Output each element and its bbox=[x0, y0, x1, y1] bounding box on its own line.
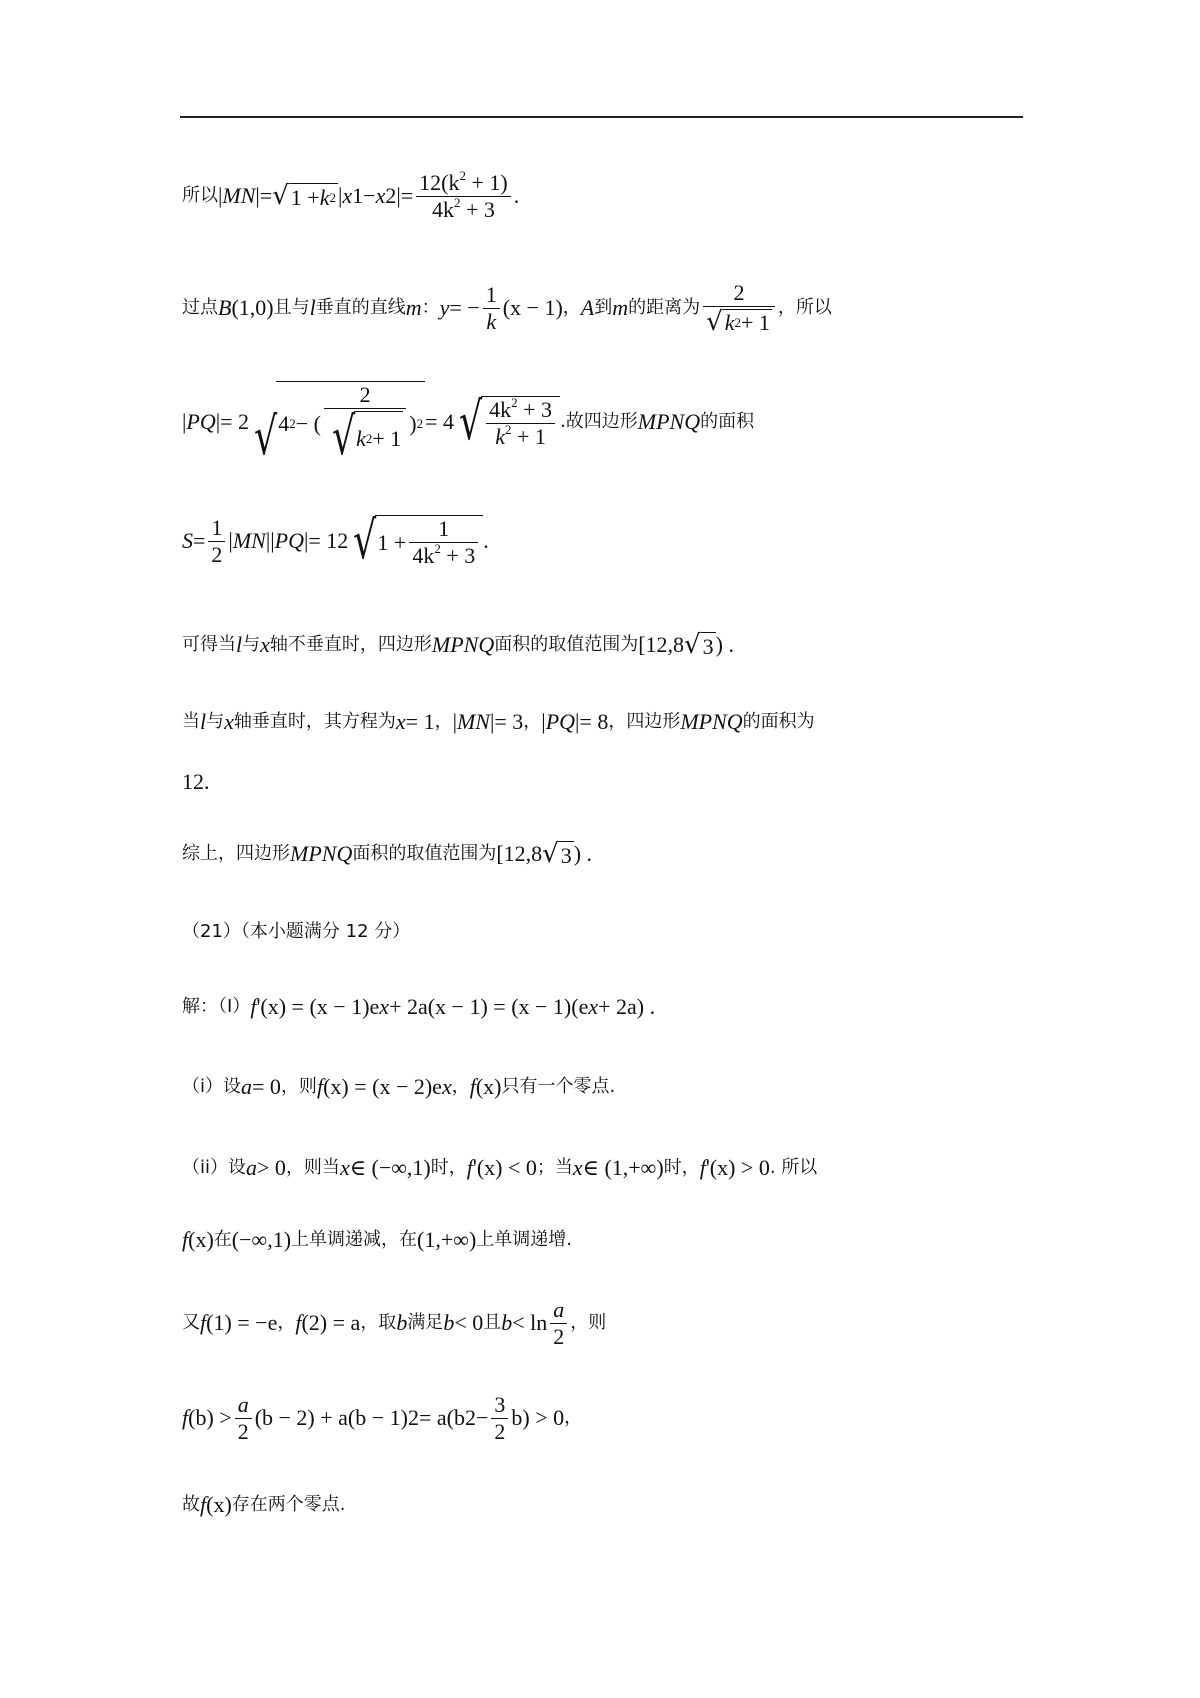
line-vertical-case: 当 l 与 x 轴垂直时，其方程为 x = 1 ， | MN |= 3 ， | PQ |= 8 ，四边形 MPNQ 的面积为 bbox=[182, 709, 815, 734]
line-choose-b: 又 f (1) = −e ， f (2) = a ，取 b 满足 b < 0 且 b < ln $\frac{a}{2}$ ，则 bbox=[182, 1296, 607, 1349]
sqrt-expression: √ $\frac{4k^2 + 3}{k^2 + 1}$ bbox=[454, 396, 560, 448]
line-range-1: 可得当 l 与 x 轴不垂直时，四边形 MPNQ 面积的取值范围为 [12,8 √ 3 ) . bbox=[182, 630, 734, 660]
problem-heading-21: （21）（本小题满分 12 分） bbox=[182, 921, 411, 942]
line-fb-inequality: f (b) > $\frac{a}{2}$ (b − 2) + a(b − 1) 2 = a(b 2 − $\frac{3}{2}$ b) > 0 ， bbox=[182, 1391, 583, 1444]
sqrt-expression: √ 1 + $\frac{1}{4k^2 + 3}$ bbox=[348, 515, 483, 567]
fraction: $\frac{12(k^2 + 1)}{4k^2 + 3}$ bbox=[416, 172, 511, 221]
line-monotonicity: f (x) 在 (−∞,1) 上单调递减，在 (1,+∞) 上单调递增. bbox=[182, 1227, 573, 1252]
line-two-zeros: 故 f (x) 存在两个零点. bbox=[182, 1492, 346, 1517]
line-value-12: 12. bbox=[182, 769, 210, 794]
header-rule bbox=[180, 116, 1023, 118]
sqrt-expression: √ 4 2 − ( 2 √ k 2 + 1 ) 2 bbox=[254, 382, 424, 467]
line-range-conclusion: 综上，四边形 MPNQ 面积的取值范围为 [12,8 √ 3 ) . bbox=[182, 839, 593, 869]
line-case-i: （i）设 a = 0 ，则 f (x) = (x − 2)e x ， f (x) 只有一个零点. bbox=[182, 1074, 616, 1099]
line-perpendicular: 过点 B (1,0) 且与 l 垂直的直线 m ： y = − $\frac{1}{k}$ (x − 1) ， A 到 m 的距离为 2 √ k 2 + 1 ，所以 bbox=[182, 279, 832, 337]
line-mn-length: 所以 | MN |= √ 1 + k 2 | x 1 − x 2 |= $\frac{12(k^2 + 1)}{4k^2 + 3}$ . bbox=[182, 167, 520, 222]
line-area-formula: S = $\frac{1}{2}$ | MN || PQ |= 12 √ 1 + $\frac{1}{4k^2 + 3}$ . bbox=[182, 511, 489, 571]
line-derivative: 解：（Ⅰ） f '(x) = (x − 1)e x + 2a(x − 1) = (x − 1)(e x + 2a) . bbox=[182, 994, 656, 1019]
fraction: 2 √ k 2 + 1 bbox=[703, 282, 775, 335]
line-case-ii: （ii）设 a > 0 ，则当 x ∈ (−∞,1) 时， f '(x) < 0 ；当 x ∈ (1,+∞) 时， f '(x) > 0 . 所以 bbox=[182, 1155, 818, 1180]
sqrt-expression: √ 1 + k 2 bbox=[272, 181, 336, 211]
fraction: $\frac{1}{k}$ bbox=[483, 284, 500, 333]
line-pq-length: | PQ |= 2 √ 4 2 − ( 2 √ k 2 + 1 ) 2 = 4 √ $\frac{4k^2 + 3}{k^2 + 1}$ .故四边形 MPNQ 的面积 bbox=[182, 382, 755, 467]
